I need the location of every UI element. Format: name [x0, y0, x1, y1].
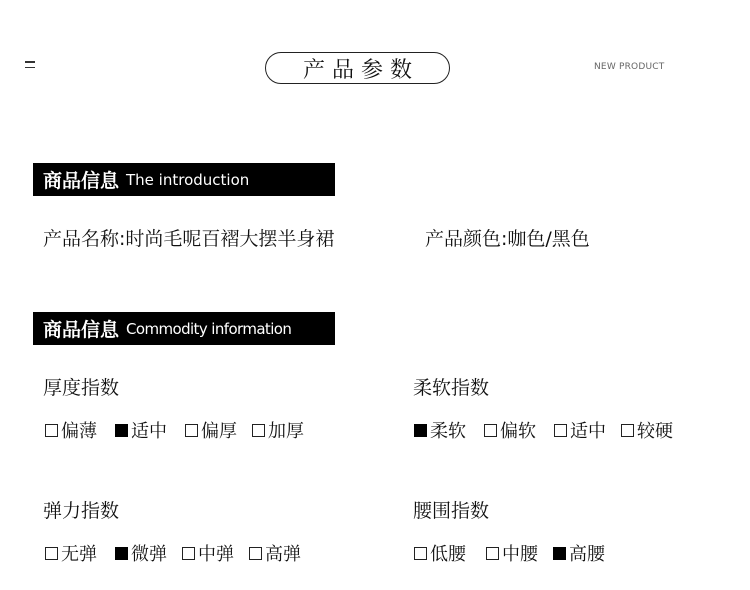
hamburger-icon[interactable]	[25, 61, 35, 71]
page-title: 产品参数	[265, 52, 450, 84]
menu-line	[25, 67, 35, 69]
checkbox-icon	[554, 424, 567, 437]
option-item	[486, 540, 538, 566]
option-item	[554, 417, 606, 443]
option-item	[621, 417, 673, 443]
section-header-intro	[33, 163, 335, 196]
menu-line	[25, 61, 35, 63]
checkbox-icon	[185, 424, 198, 437]
section-title-cn: 商品信息	[43, 319, 120, 341]
option-label: 偏厚	[201, 421, 237, 442]
checkbox-checked-icon	[553, 547, 566, 560]
checkbox-icon	[182, 547, 195, 560]
checkbox-checked-icon	[115, 547, 128, 560]
thickness-options	[45, 417, 304, 443]
elasticity-index-title: 弹力指数	[43, 500, 120, 522]
checkbox-icon	[252, 424, 265, 437]
option-item	[553, 540, 605, 566]
checkbox-icon	[414, 547, 427, 560]
option-item	[115, 417, 167, 443]
product-color: 产品颜色:咖色/黑色	[425, 228, 590, 250]
option-label: 高腰	[569, 544, 605, 565]
option-label: 无弹	[61, 544, 97, 565]
section-title-en: Commodity information	[126, 319, 292, 338]
checkbox-icon	[621, 424, 634, 437]
page-subtitle: NEW PRODUCT	[594, 62, 665, 72]
option-label: 加厚	[268, 421, 304, 442]
option-item	[484, 417, 536, 443]
softness-index-title: 柔软指数	[413, 377, 490, 399]
section-title-cn: 商品信息	[43, 170, 120, 192]
option-label: 适中	[131, 421, 167, 442]
checkbox-icon	[484, 424, 497, 437]
option-label: 偏薄	[61, 421, 97, 442]
option-item	[414, 540, 466, 566]
checkbox-icon	[486, 547, 499, 560]
checkbox-checked-icon	[115, 424, 128, 437]
waist-options	[414, 540, 605, 566]
option-item	[45, 540, 97, 566]
product-name: 产品名称:时尚毛呢百褶大摆半身裙	[43, 228, 335, 250]
option-item	[115, 540, 167, 566]
checkbox-icon	[45, 547, 58, 560]
option-label: 高弹	[265, 544, 301, 565]
option-label: 柔软	[430, 421, 466, 442]
option-item	[414, 417, 466, 443]
option-item	[185, 417, 237, 443]
option-label: 中腰	[502, 544, 538, 565]
option-item	[182, 540, 234, 566]
option-item	[249, 540, 301, 566]
checkbox-checked-icon	[414, 424, 427, 437]
option-label: 较硬	[637, 421, 673, 442]
option-label: 低腰	[430, 544, 466, 565]
option-label: 适中	[570, 421, 606, 442]
checkbox-icon	[249, 547, 262, 560]
section-header-commodity	[33, 312, 335, 345]
option-item	[252, 417, 304, 443]
checkbox-icon	[45, 424, 58, 437]
option-label: 偏软	[500, 421, 536, 442]
option-label: 中弹	[198, 544, 234, 565]
elasticity-options	[45, 540, 301, 566]
thickness-index-title: 厚度指数	[43, 377, 120, 399]
softness-options	[414, 417, 673, 443]
option-item	[45, 417, 97, 443]
option-label: 微弹	[131, 544, 167, 565]
waist-index-title: 腰围指数	[413, 500, 490, 522]
section-title-en: The introduction	[126, 170, 250, 189]
